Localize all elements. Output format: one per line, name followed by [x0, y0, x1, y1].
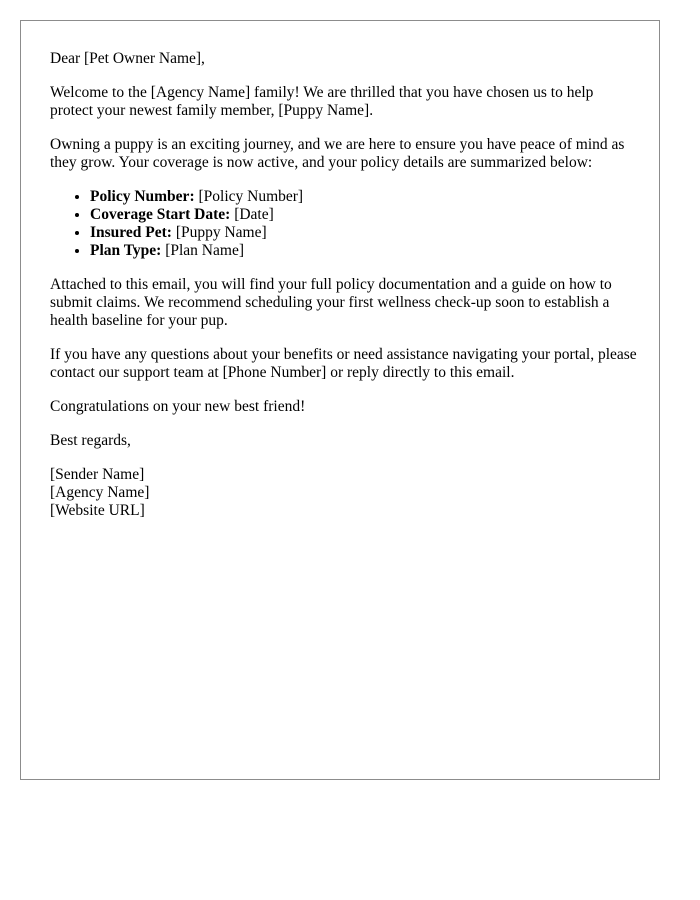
policy-details-list — [50, 188, 640, 260]
policy-number-label: Policy Number: — [90, 188, 195, 205]
policy-detail-item — [90, 188, 640, 206]
coverage-start-date-label: Coverage Start Date: — [90, 206, 231, 223]
policy-detail-item — [90, 224, 640, 242]
insured-pet-value: [Puppy Name] — [175, 224, 267, 241]
policy-detail-item — [90, 242, 640, 260]
sender-name: [Sender Name] — [50, 466, 145, 483]
closing-line: Best regards, — [50, 432, 131, 449]
letter-body — [50, 50, 640, 520]
policy-detail-item — [90, 206, 640, 224]
agency-name: [Agency Name] — [50, 484, 150, 501]
attachments-paragraph: Attached to this email, you will find your full policy documentation and a guide on how to submit claims. We recommend scheduling your first wellness check-up soon to establish a health baseline for your pup. — [50, 276, 612, 329]
intro-paragraph: Owning a puppy is an exciting journey, and we are here to ensure you have peace of mind as they grow. Your coverage is now active, and your policy details are summarized below: — [50, 136, 625, 171]
salutation: Dear [Pet Owner Name], — [50, 50, 205, 67]
support-paragraph: If you have any questions about your benefits or need assistance navigating your portal, please contact our support team at [Phone Number] or reply directly to this email. — [50, 346, 637, 381]
welcome-paragraph: Welcome to the [Agency Name] family! We are thrilled that you have chosen us to help protect your newest family member, [Puppy Name]. — [50, 84, 594, 119]
insured-pet-label: Insured Pet: — [90, 224, 172, 241]
plan-type-label: Plan Type: — [90, 242, 162, 259]
website-url: [Website URL] — [50, 502, 145, 519]
letter-frame — [20, 20, 660, 780]
signature-block — [50, 466, 640, 520]
coverage-start-date-value: [Date] — [234, 206, 274, 223]
congratulations-paragraph: Congratulations on your new best friend! — [50, 398, 306, 415]
policy-number-value: [Policy Number] — [198, 188, 304, 205]
plan-type-value: [Plan Name] — [165, 242, 244, 259]
